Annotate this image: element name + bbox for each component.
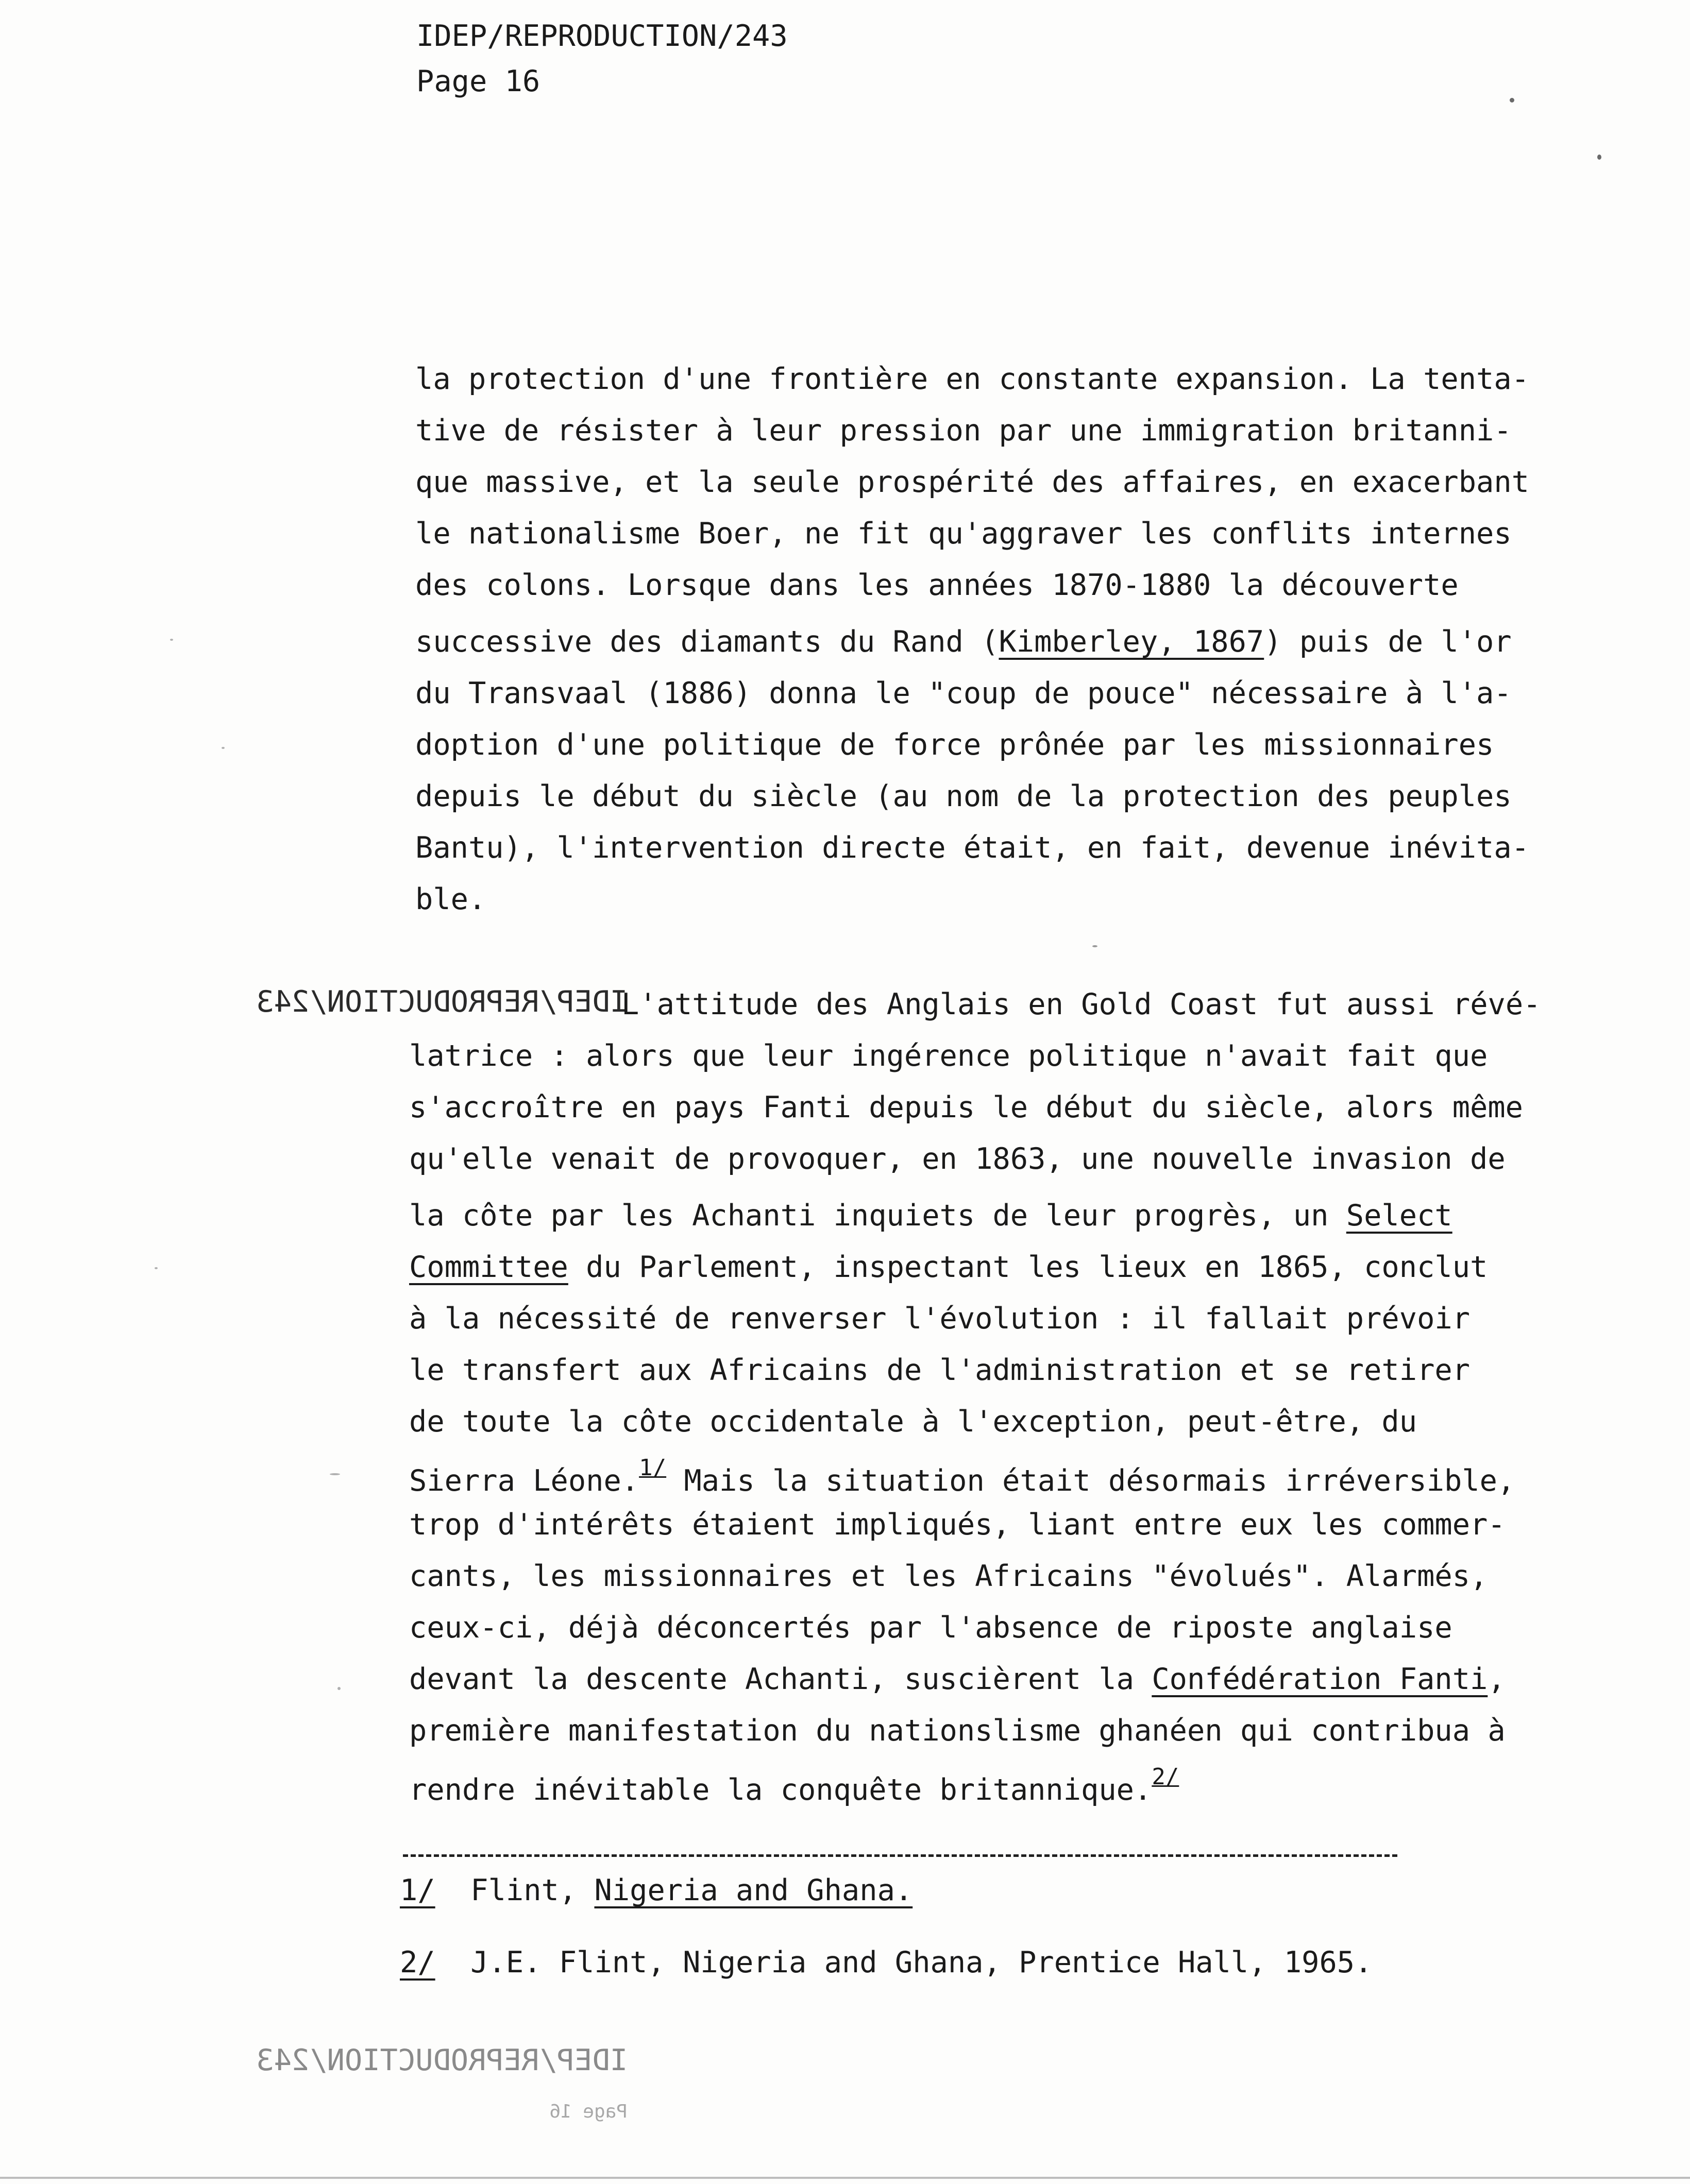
bleedthrough-reference: IDEP/REPRODUCTION/243 bbox=[256, 985, 628, 1019]
text-run: Sierra Léone. bbox=[409, 1464, 639, 1498]
text-line: des colons. Lorsque dans les années 1870-1880 la découverte bbox=[415, 568, 1459, 602]
text-line bbox=[409, 1195, 1452, 1236]
footnote-text: J.E. Flint, Nigeria and Ghana, Prentice Hall, 1965. bbox=[470, 1946, 1373, 1980]
text-line: ceux-ci, déjà déconcertés par l'absence de riposte anglaise bbox=[409, 1611, 1452, 1645]
scan-bottom-edge bbox=[0, 2177, 1690, 2179]
text-line: qu'elle venait de provoquer, en 1863, une nouvelle invasion de bbox=[409, 1142, 1506, 1176]
text-line: à la nécessité de renverser l'évolution : il fallait prévoir bbox=[409, 1302, 1471, 1336]
text-run: , bbox=[1488, 1662, 1506, 1696]
scan-speck bbox=[170, 639, 173, 641]
scan-speck bbox=[1092, 945, 1097, 947]
text-line: trop d'intérêts étaient impliqués, liant entre eux les commer- bbox=[409, 1508, 1506, 1542]
text-run: Mais la situation était désormais irréversible, bbox=[666, 1464, 1515, 1498]
scan-speck bbox=[1510, 98, 1514, 103]
footnote-ref-2: 2/ bbox=[1152, 1764, 1179, 1790]
text-line: de toute la côte occidentale à l'exception, peut-être, du bbox=[409, 1405, 1417, 1439]
text-run: rendre inévitable la conquête britannique. bbox=[409, 1773, 1152, 1807]
text-line: Bantu), l'intervention directe était, en fait, devenue inévita- bbox=[415, 831, 1529, 865]
scan-speck bbox=[337, 1687, 341, 1690]
text-line: que massive, et la seule prospérité des affaires, en exacerbant bbox=[415, 465, 1529, 499]
scan-speck bbox=[1597, 155, 1601, 160]
text-line: le nationalisme Boer, ne fit qu'aggraver les conflits internes bbox=[415, 517, 1512, 551]
text-line: ble. bbox=[415, 882, 486, 916]
footnote-number: 1/ bbox=[400, 1873, 435, 1907]
footnote-2 bbox=[400, 1942, 1372, 1983]
footnote-1 bbox=[400, 1870, 912, 1911]
text-line: première manifestation du nationslisme ghanéen qui contribua à bbox=[409, 1714, 1506, 1748]
text-line bbox=[409, 1453, 1515, 1502]
scan-speck bbox=[222, 747, 225, 749]
text-line: depuis le début du siècle (au nom de la protection des peuples bbox=[415, 779, 1512, 813]
text-line: L'attitude des Anglais en Gold Coast fut aussi révé- bbox=[621, 987, 1541, 1021]
bleedthrough-page-bottom: Page 16 bbox=[549, 2101, 628, 2122]
text-run: successive des diamants du Rand ( bbox=[415, 625, 999, 659]
text-line: la protection d'une frontière en constante expansion. La tenta- bbox=[415, 362, 1529, 396]
underlined-select: Select bbox=[1346, 1199, 1452, 1233]
text-line bbox=[409, 1762, 1179, 1811]
text-line: latrice : alors que leur ingérence politique n'avait fait que bbox=[409, 1039, 1488, 1073]
footnote-number: 2/ bbox=[400, 1946, 435, 1980]
underlined-kimberley: Kimberley, 1867 bbox=[999, 625, 1264, 659]
scan-speck bbox=[330, 1473, 340, 1475]
text-line: s'accroître en pays Fanti depuis le début du siècle, alors même bbox=[409, 1090, 1523, 1124]
text-line bbox=[409, 1247, 1488, 1288]
text-line: doption d'une politique de force prônée par les missionnaires bbox=[415, 728, 1494, 762]
text-line: tive de résister à leur pression par une immigration britanni- bbox=[415, 414, 1512, 448]
bleedthrough-reference-bottom: IDEP/REPRODUCTION/243 bbox=[256, 2043, 628, 2077]
text-line bbox=[415, 621, 1512, 662]
text-line bbox=[409, 1659, 1506, 1700]
text-line: du Transvaal (1886) donna le "coup de pouce" nécessaire à l'a- bbox=[415, 676, 1512, 710]
text-line: le transfert aux Africains de l'administration et se retirer bbox=[409, 1353, 1471, 1387]
footnote-title: Nigeria and Ghana. bbox=[594, 1873, 913, 1907]
footnote-separator bbox=[403, 1854, 1397, 1857]
footnote-ref-1: 1/ bbox=[639, 1455, 667, 1481]
document-reference: IDEP/REPRODUCTION/243 bbox=[416, 19, 788, 53]
text-run: devant la descente Achanti, suscièrent la bbox=[409, 1662, 1152, 1696]
footnote-author: Flint, bbox=[470, 1873, 595, 1907]
text-run: ) puis de l'or bbox=[1264, 625, 1512, 659]
scan-speck bbox=[155, 1267, 158, 1269]
page-number: Page 16 bbox=[416, 64, 540, 98]
text-run: du Parlement, inspectant les lieux en 1865, conclut bbox=[568, 1250, 1488, 1284]
underlined-confederation-fanti: Confédération Fanti bbox=[1152, 1662, 1488, 1696]
text-line: cants, les missionnaires et les Africains "évolués". Alarmés, bbox=[409, 1559, 1488, 1593]
text-run: la côte par les Achanti inquiets de leur progrès, un bbox=[409, 1199, 1346, 1233]
underlined-committee: Committee bbox=[409, 1250, 568, 1284]
